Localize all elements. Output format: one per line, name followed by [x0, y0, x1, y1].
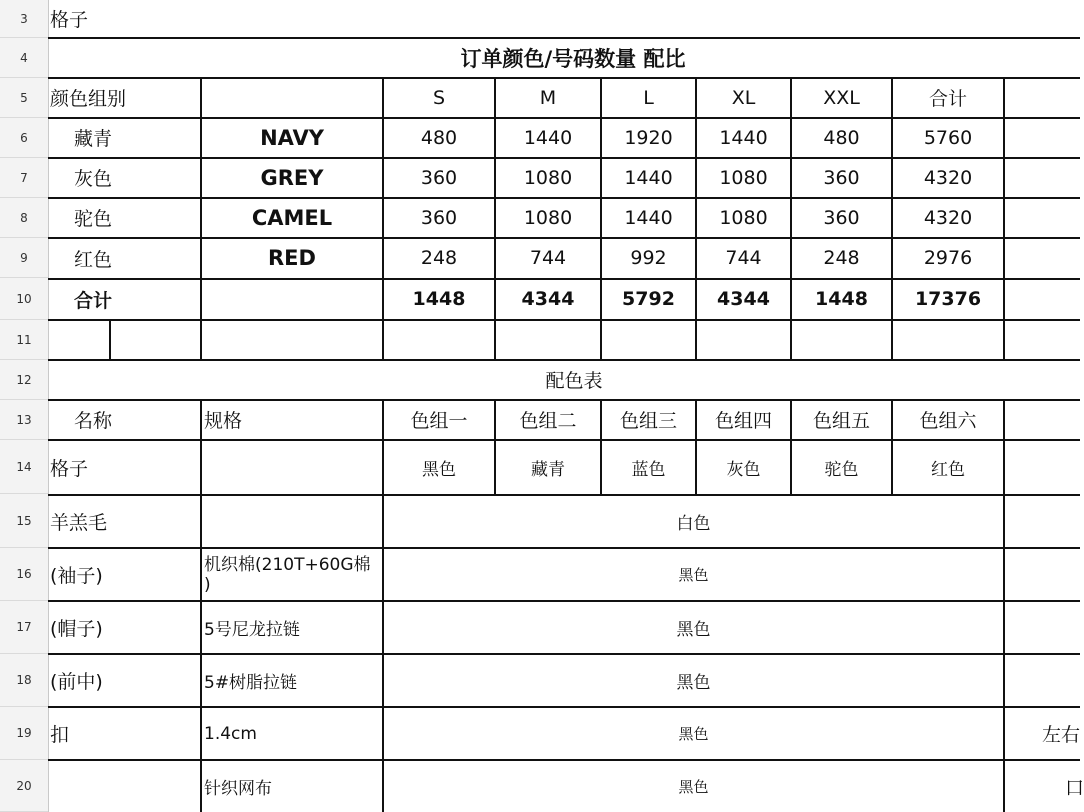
cell-line: 机织棉(210T+60G棉: [204, 554, 371, 575]
header-cell[interactable]: M: [539, 86, 557, 109]
cell[interactable]: 1080: [719, 206, 768, 229]
cell[interactable]: 360: [420, 166, 458, 189]
cell-line: ): [204, 574, 211, 595]
header-cell[interactable]: 色组一: [410, 410, 468, 432]
cell[interactable]: 480: [420, 126, 458, 149]
cell[interactable]: 1440: [624, 166, 673, 189]
header-cell[interactable]: 规格: [204, 410, 243, 432]
cell[interactable]: 1.4cm: [204, 723, 257, 744]
total-cell[interactable]: 1448: [815, 288, 868, 310]
cell[interactable]: [202, 549, 382, 600]
header-cell[interactable]: 色组三: [619, 410, 677, 432]
cell[interactable]: 1440: [719, 126, 768, 149]
merged-cell[interactable]: 黑色: [678, 778, 709, 796]
cell[interactable]: 5760: [923, 126, 973, 149]
cell[interactable]: (袖子): [50, 565, 103, 587]
merged-cell[interactable]: 黑色: [676, 673, 711, 693]
cell[interactable]: GREY: [260, 165, 324, 190]
total-cell[interactable]: 1448: [412, 288, 466, 310]
header-cell[interactable]: XXL: [823, 86, 860, 109]
cell[interactable]: 羊羔毛: [50, 512, 108, 534]
row-number[interactable]: 7: [0, 158, 48, 198]
row-number[interactable]: 8: [0, 198, 48, 238]
row-number[interactable]: 16: [0, 548, 48, 601]
cell[interactable]: 口: [1065, 777, 1084, 799]
row-number[interactable]: 20: [0, 760, 48, 812]
row-number[interactable]: 3: [0, 0, 48, 38]
row-number[interactable]: 15: [0, 494, 48, 548]
cell[interactable]: (帽子): [50, 618, 103, 640]
merged-cell[interactable]: 黑色: [676, 620, 711, 640]
section-title[interactable]: 配色表: [545, 370, 603, 392]
cell[interactable]: 5号尼龙拉链: [204, 620, 300, 640]
cell[interactable]: 藏青: [73, 128, 112, 150]
cell[interactable]: 格子: [50, 457, 89, 480]
row-number[interactable]: 11: [0, 320, 48, 360]
merged-cell[interactable]: 黑色: [678, 725, 709, 743]
cell[interactable]: 480: [823, 126, 860, 149]
header-cell[interactable]: S: [432, 86, 446, 109]
cell[interactable]: NAVY: [260, 125, 324, 150]
grid-line: [48, 319, 1080, 321]
cell[interactable]: 左右: [1042, 724, 1081, 746]
grid-line: [1003, 400, 1005, 812]
row-number[interactable]: 5: [0, 78, 48, 118]
merged-cell[interactable]: 白色: [676, 514, 711, 534]
cell[interactable]: 红色: [931, 459, 965, 480]
cell[interactable]: 1920: [624, 126, 673, 149]
cell[interactable]: 1440: [523, 126, 573, 149]
cell[interactable]: 5#树脂拉链: [204, 673, 298, 693]
total-cell[interactable]: 5792: [622, 288, 675, 310]
row-number[interactable]: 10: [0, 278, 48, 320]
cell[interactable]: 1080: [523, 166, 573, 189]
total-cell[interactable]: 4344: [717, 288, 770, 310]
header-cell[interactable]: 色组五: [812, 410, 870, 432]
row-number[interactable]: 9: [0, 238, 48, 278]
cell[interactable]: 格子: [50, 9, 89, 31]
header-cell[interactable]: 颜色组别: [50, 88, 127, 110]
row-number[interactable]: 12: [0, 360, 48, 400]
cell[interactable]: (前中): [50, 671, 103, 693]
row-number[interactable]: 19: [0, 707, 48, 760]
cell[interactable]: 248: [420, 247, 458, 269]
row-number[interactable]: 4: [0, 38, 48, 78]
cell[interactable]: RED: [268, 246, 316, 270]
cell[interactable]: 2976: [923, 247, 973, 269]
cell[interactable]: [48, 761, 198, 812]
total-cell[interactable]: 17376: [914, 288, 982, 310]
header-cell[interactable]: 色组六: [919, 410, 977, 432]
cell[interactable]: 744: [725, 247, 762, 269]
merged-cell[interactable]: 黑色: [678, 566, 709, 584]
cell[interactable]: 针织网布: [204, 779, 272, 799]
cell[interactable]: 驼色: [73, 208, 112, 230]
row-number[interactable]: 14: [0, 440, 48, 494]
cell[interactable]: 黑色: [422, 459, 456, 480]
total-label[interactable]: 合计: [73, 289, 112, 312]
spreadsheet-grid: [48, 0, 1084, 812]
cell[interactable]: CAMEL: [251, 205, 333, 230]
grid-line: [109, 320, 111, 360]
header-cell[interactable]: L: [643, 86, 654, 109]
cell[interactable]: 扣: [50, 724, 70, 746]
header-cell[interactable]: 名称: [73, 410, 112, 432]
cell[interactable]: 藏青: [531, 459, 565, 480]
grid-line: [1003, 78, 1005, 360]
header-cell[interactable]: XL: [731, 86, 756, 109]
cell[interactable]: 驼色: [824, 459, 859, 480]
total-cell[interactable]: 4344: [521, 288, 575, 310]
header-cell[interactable]: 色组四: [714, 410, 772, 432]
cell[interactable]: 4320: [923, 206, 973, 229]
cell[interactable]: 1080: [719, 166, 768, 189]
cell[interactable]: [202, 496, 382, 547]
header-cell[interactable]: 色组二: [519, 410, 577, 432]
cell[interactable]: 红色: [73, 248, 112, 271]
cell[interactable]: 灰色: [73, 168, 112, 190]
row-number[interactable]: 6: [0, 118, 48, 158]
row-number[interactable]: 18: [0, 654, 48, 707]
cell[interactable]: 1440: [624, 206, 673, 229]
cell[interactable]: 360: [823, 206, 860, 229]
cell[interactable]: 992: [630, 247, 667, 269]
cell[interactable]: 4320: [923, 166, 973, 189]
cell[interactable]: 360: [420, 206, 458, 229]
cell[interactable]: 蓝色: [631, 459, 666, 480]
cell[interactable]: 360: [823, 166, 860, 189]
cell[interactable]: 1080: [523, 206, 573, 229]
row-number[interactable]: 17: [0, 601, 48, 654]
cell[interactable]: 248: [823, 247, 860, 269]
header-cell[interactable]: 合计: [928, 88, 967, 110]
table-title[interactable]: 订单颜色/号码数量 配比: [460, 46, 686, 71]
row-number[interactable]: 13: [0, 400, 48, 440]
cell[interactable]: 744: [529, 247, 567, 269]
cell[interactable]: 灰色: [726, 459, 761, 480]
row-header-column: [0, 0, 49, 812]
